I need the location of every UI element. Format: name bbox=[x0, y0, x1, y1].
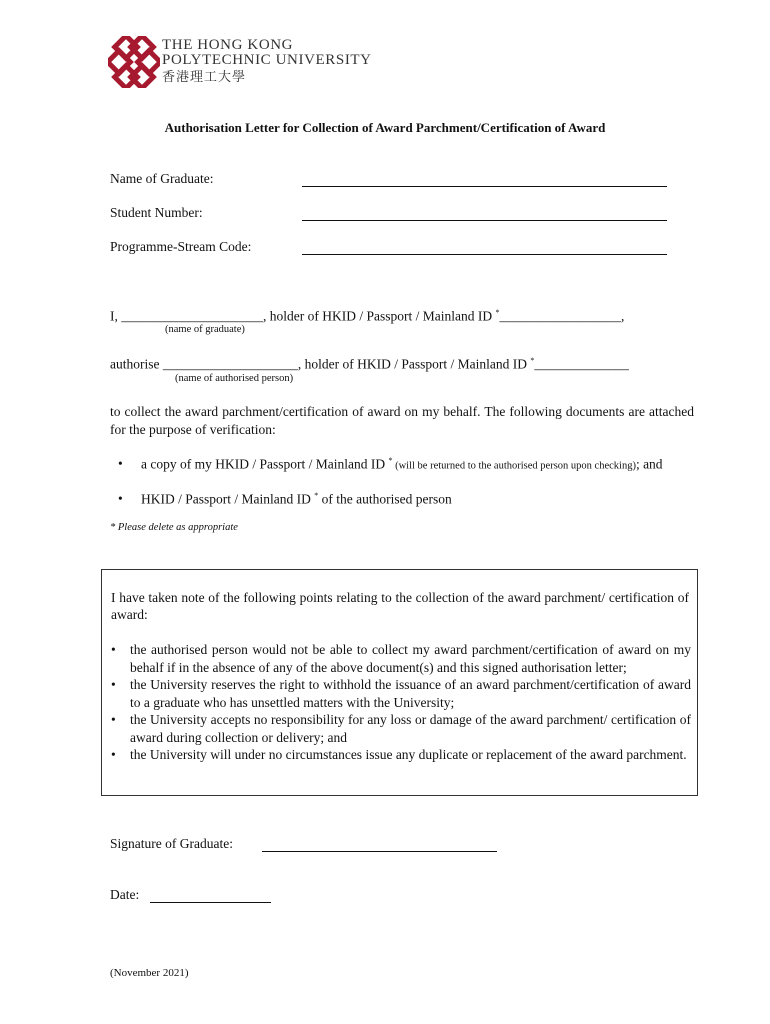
authorise-prefix: authorise bbox=[110, 356, 163, 372]
name-of-graduate-line[interactable] bbox=[302, 186, 667, 187]
acknowledgement-intro: I have taken note of the following points relating to the collection of the award parchment/ certification of award: bbox=[111, 590, 689, 622]
document-item-1: a copy of my HKID / Passport / Mainland ID * (will be returned to the authorised person upon checking); and bbox=[141, 456, 663, 472]
polyu-logo-icon bbox=[108, 36, 160, 88]
student-number-line[interactable] bbox=[302, 220, 667, 221]
bullet-icon: • bbox=[118, 491, 123, 506]
asterisk-mark-2: * bbox=[530, 356, 535, 365]
programme-stream-code-label: Programme-Stream Code: bbox=[110, 239, 252, 254]
document-item-2: HKID / Passport / Mainland ID * of the authorised person bbox=[141, 491, 452, 507]
bullet-icon: • bbox=[111, 747, 116, 762]
authorise-statement-line bbox=[110, 356, 629, 373]
university-name-line2: POLYTECHNIC UNIVERSITY bbox=[162, 52, 372, 68]
name-of-authorised-person-note: (name of authorised person) bbox=[175, 373, 294, 384]
holder-text: , holder of HKID / Passport / Mainland ID bbox=[263, 308, 496, 324]
graduate-statement-line bbox=[110, 308, 624, 325]
bullet-icon: • bbox=[111, 642, 116, 657]
bullet-icon: • bbox=[111, 712, 116, 727]
bullet-icon: • bbox=[118, 456, 123, 471]
graduate-name-blank[interactable]: _____________________ bbox=[121, 308, 263, 324]
student-number-label: Student Number: bbox=[110, 205, 203, 220]
acknowledgement-list bbox=[111, 641, 691, 764]
authorised-id-blank[interactable]: ______________ bbox=[534, 356, 629, 372]
signature-label: Signature of Graduate: bbox=[110, 836, 233, 851]
acknowledgement-box bbox=[101, 569, 698, 796]
document-title: Authorisation Letter for Collection of Award Parchment/Certification of Award bbox=[164, 120, 606, 135]
name-of-graduate-label: Name of Graduate: bbox=[110, 171, 214, 186]
name-of-graduate-note: (name of graduate) bbox=[165, 324, 245, 335]
collect-paragraph: to collect the award parchment/certification of award on my behalf. The following documents are attached for the purpose of verification: bbox=[110, 404, 694, 437]
asterisk-mark: * bbox=[495, 308, 500, 317]
list-item: • the University will under no circumstances issue any duplicate or replacement of the award parchment. bbox=[111, 747, 687, 762]
programme-stream-code-line[interactable] bbox=[302, 254, 667, 255]
list-item: • the University accepts no responsibility for any loss or damage of the award parchment/ certification of award during collection or delivery; and bbox=[111, 712, 691, 745]
university-name-line1: THE HONG KONG bbox=[162, 37, 294, 53]
bullet-icon: • bbox=[111, 677, 116, 692]
list-item: • the authorised person would not be able to collect my award parchment/certification of award on my behalf if in the absence of any of the above document(s) and this signed authorisation letter; bbox=[111, 642, 691, 675]
list-item: • the University reserves the right to withhold the issuance of an award parchment/certification of award to a graduate who has unsettled matters with the University; bbox=[111, 677, 691, 710]
date-line[interactable] bbox=[150, 902, 271, 903]
date-label: Date: bbox=[110, 887, 140, 902]
document-version: (November 2021) bbox=[110, 967, 189, 979]
delete-as-appropriate-note: * Please delete as appropriate bbox=[110, 522, 238, 533]
holder-text-2: , holder of HKID / Passport / Mainland ID bbox=[297, 356, 531, 372]
statement-prefix: I, bbox=[110, 308, 122, 324]
authorised-person-blank[interactable]: ____________________ bbox=[162, 356, 298, 372]
signature-line[interactable] bbox=[262, 851, 497, 852]
university-name-zh: 香港理工大學 bbox=[162, 70, 247, 85]
graduate-id-blank[interactable]: __________________, bbox=[499, 308, 625, 324]
